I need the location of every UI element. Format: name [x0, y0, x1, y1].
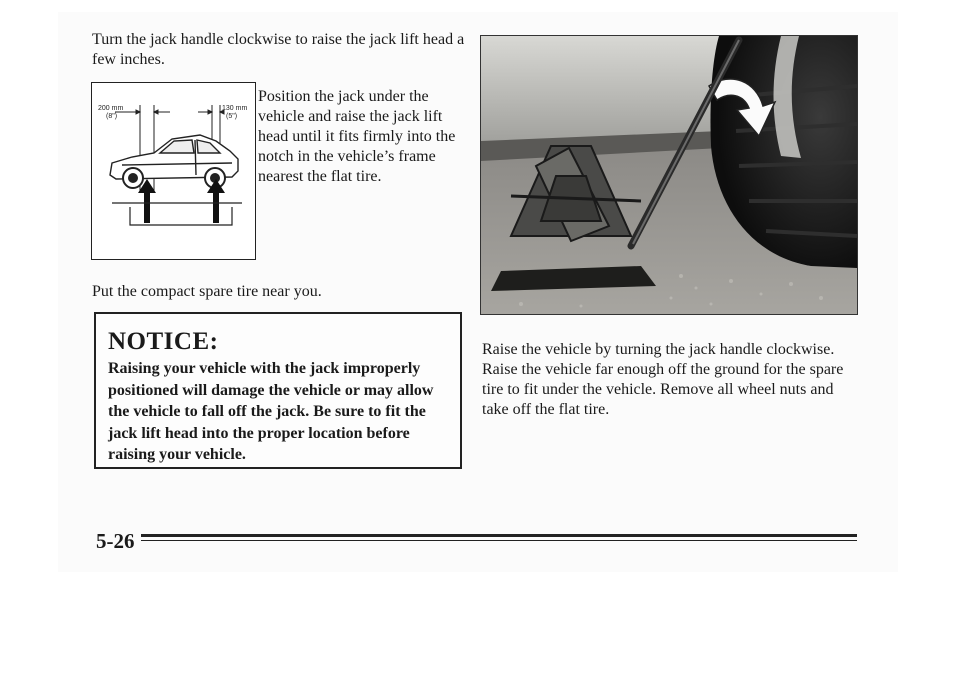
front-dimension-inches: (8") — [106, 113, 118, 120]
jack-position-diagram — [91, 82, 256, 260]
position-jack-paragraph: Position the jack under the vehicle and raise the jack lift head until it fits firmly into the notch in the vehicle’s frame nearest the flat tire. — [258, 88, 456, 185]
notice-box — [94, 312, 462, 469]
footer-rule-top — [141, 534, 857, 537]
rear-dimension-label: 130 mm — [222, 105, 248, 112]
notice-title: NOTICE: — [108, 328, 219, 355]
intro-paragraph: Turn the jack handle clockwise to raise the jack lift head a few inches. — [92, 31, 465, 68]
jack-photo — [480, 35, 858, 315]
front-dimension-label: 200 mm — [98, 105, 124, 112]
page-number: 5-26 — [96, 529, 135, 553]
raise-vehicle-paragraph: Raise the vehicle by turning the jack handle clockwise. Raise the vehicle far enough off the ground for the spare tire to fit under the vehicle. Remove all wheel nuts and take off the flat tire. — [482, 341, 844, 418]
spare-tire-paragraph: Put the compact spare tire near you. — [92, 283, 322, 300]
notice-body: Raising your vehicle with the jack improperly positioned will damage the vehicle or may allow the vehicle to fall off the jack. Be sure to fit the jack lift head into the proper location before raising your vehicle. — [108, 360, 434, 463]
jack-under-car-illustration — [481, 36, 857, 314]
rear-dimension-inches: (5") — [226, 113, 238, 120]
footer-rule-bottom — [141, 540, 857, 541]
